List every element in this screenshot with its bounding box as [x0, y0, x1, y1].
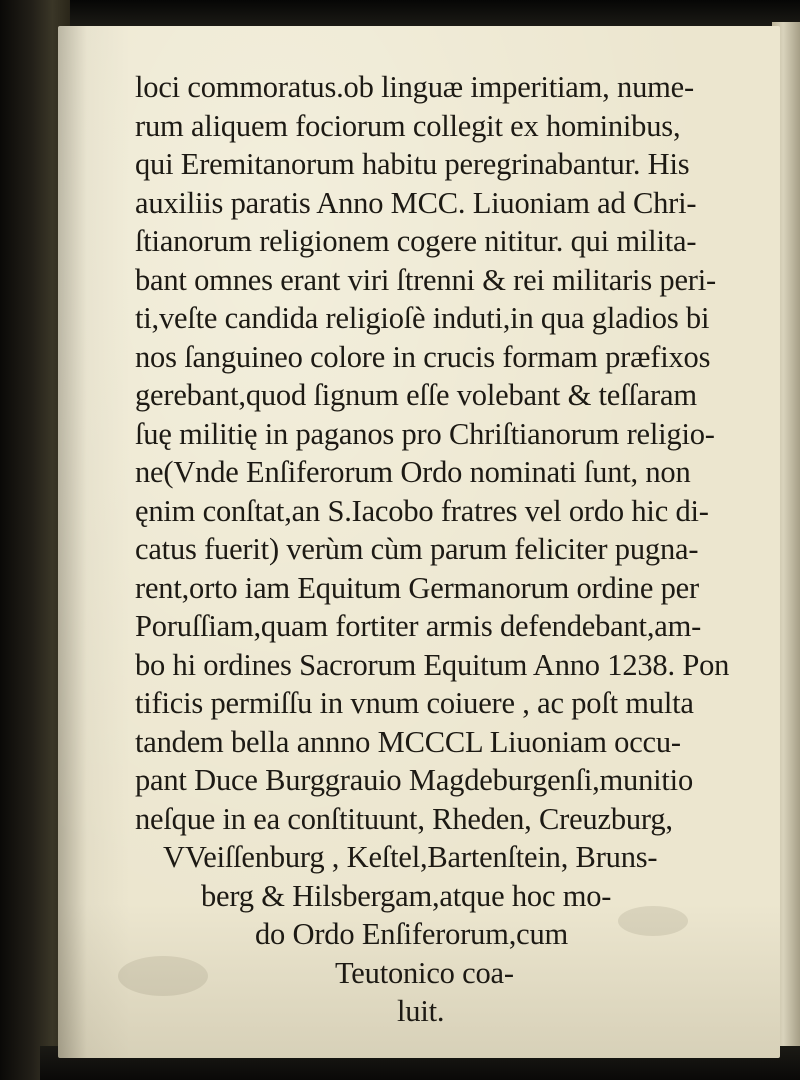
- text-line: tificis permiſſu in vnum coiuere , ac poſt multa: [135, 686, 694, 720]
- text-line: catus fuerit) verùm cùm parum feliciter pugna-: [135, 532, 699, 566]
- text-line: ęnim conſtat,an S.Iacobo fratres vel ordo hic di-: [135, 493, 709, 528]
- text-line: ſuę militię in paganos pro Chriſtianorum religio-: [135, 416, 715, 451]
- text-line: tandem bella annno MCCCL Liuoniam occu-: [135, 724, 681, 759]
- body-text: [135, 68, 770, 1031]
- tail-line: Teutonico coa-: [335, 955, 514, 990]
- text-line: Poruſſiam,quam fortiter armis defendebant,am-: [135, 609, 702, 643]
- tail-line: do Ordo Enſiferorum,cum: [255, 917, 569, 951]
- text-line: qui Eremitanorum habitu peregrinabantur. His: [135, 147, 690, 181]
- text-line: pant Duce Burggrauio Magdeburgenſi,munitio: [135, 763, 694, 797]
- text-line: gerebant,quod ſignum eſſe volebant & teſſaram: [135, 378, 697, 412]
- tail-line: VVeiſſenburg , Keſtel,Bartenſtein, Bruns-: [163, 840, 658, 874]
- text-line: ti,veſte candida religioſè induti,in qua gladios bi: [135, 301, 710, 335]
- text-line: auxiliis paratis Anno MCC. Liuoniam ad Chri-: [135, 185, 697, 220]
- text-line: loci commoratus.ob linguæ imperitiam, nume-: [135, 70, 694, 104]
- text-line: ne(Vnde Enſiferorum Ordo nominati ſunt, non: [135, 455, 691, 489]
- text-line: rum aliquem fociorum collegit ex hominibus,: [135, 108, 681, 143]
- tail-line: luit.: [397, 994, 445, 1028]
- text-line: neſque in ea conſtituunt, Rheden, Creuzburg,: [135, 801, 673, 836]
- text-line: bo hi ordines Sacrorum Equitum Anno 1238. Pon: [135, 647, 730, 682]
- tail-line: berg & Hilsbergam,atque hoc mo-: [201, 878, 612, 913]
- text-line: nos ſanguineo colore in crucis formam præfixos: [135, 339, 711, 374]
- text-line: ſtianorum religionem cogere nititur. qui milita-: [135, 224, 697, 258]
- text-line: bant omnes erant viri ſtrenni & rei militaris peri-: [135, 262, 716, 297]
- text-line: rent,orto iam Equitum Germanorum ordine per: [135, 570, 699, 605]
